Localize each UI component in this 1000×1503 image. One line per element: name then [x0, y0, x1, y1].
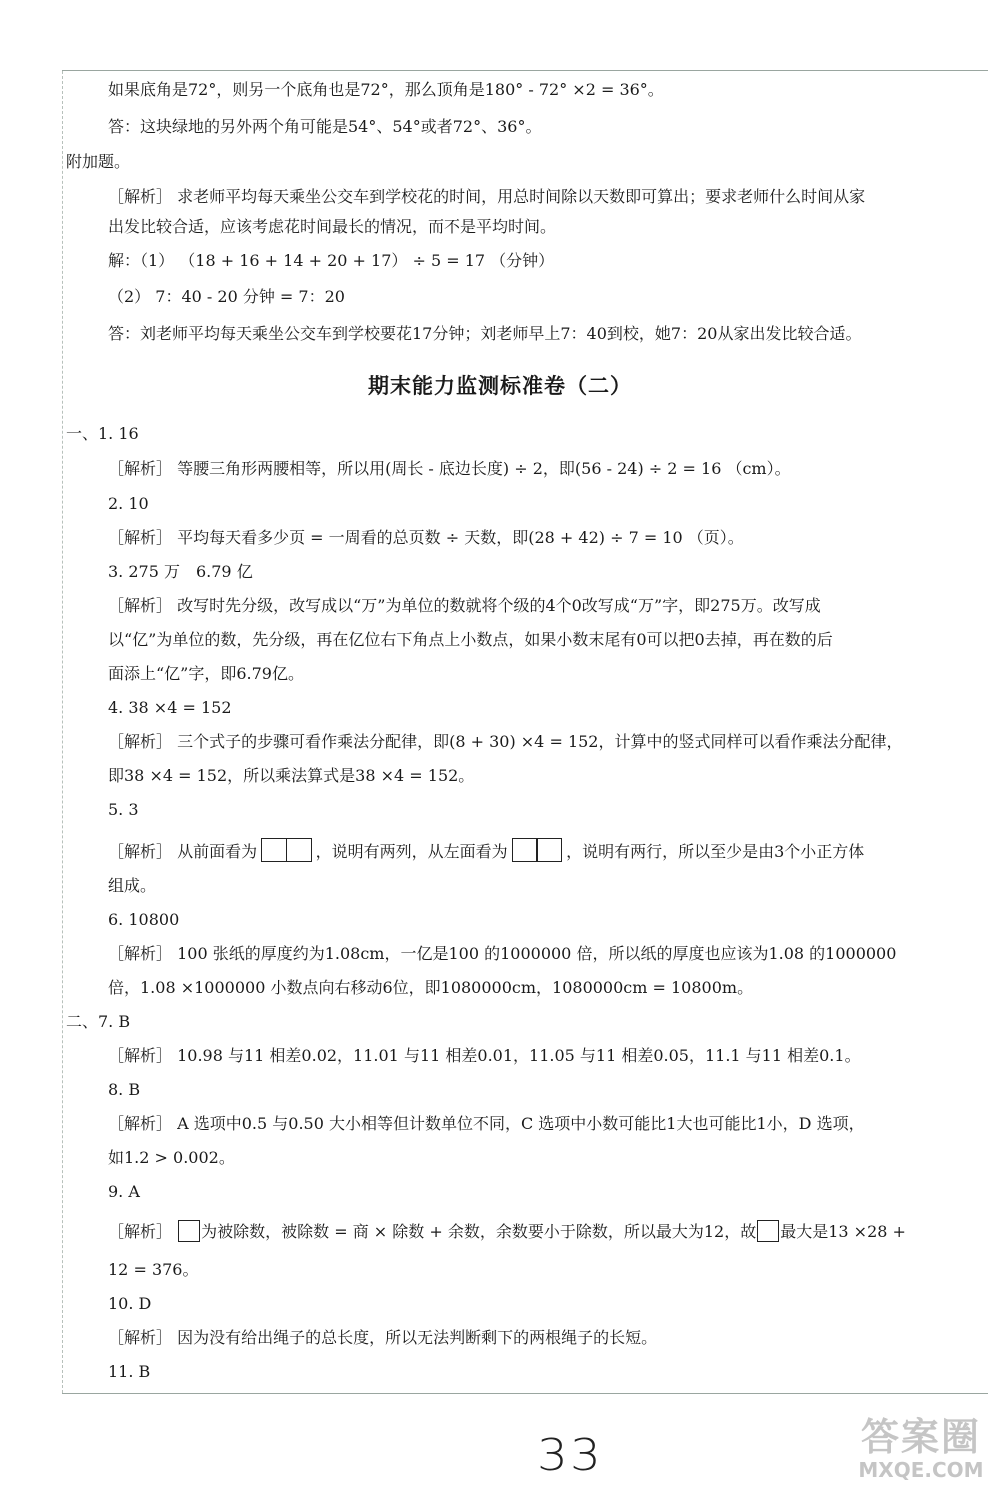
answer-line: 11. B [108, 1362, 151, 1381]
text-line: 组成。 [108, 876, 157, 895]
answer-line: 3. 275 万 6.79 亿 [108, 562, 253, 581]
answer-line: 8. B [108, 1080, 141, 1099]
text-line: ［解析］ 改写时先分级，改写成以“万”为单位的数就将个级的4个0改写成“万”字，即275万。改写成 [108, 596, 821, 615]
text-line: ［解析］ 求老师平均每天乘坐公交车到学校花的时间，用总时间除以天数即可算出；要求老师什么时间从家 [108, 187, 866, 206]
text-line: 如果底角是72°，则另一个底角也是72°，那么顶角是180° - 72° ×2 = 36°。 [108, 80, 664, 99]
text-span: ，说明有两行，所以至少是由3个小正方体 [566, 842, 865, 861]
page-title: 期末能力监测标准卷（二） [368, 373, 632, 398]
text-span: ［解析］ [108, 1222, 173, 1241]
text-line: 12 = 376。 [108, 1260, 199, 1279]
watermark [846, 1415, 996, 1481]
text-span: 为被除数，被除数 = 商 × 除数 + 余数，余数要小于除数，所以最大为12，故 [201, 1222, 757, 1241]
watermark-logo: 答案圈 [860, 1415, 981, 1459]
blank-box [178, 1220, 200, 1242]
answer-line: 2. 10 [108, 494, 149, 513]
text-line: ［解析］ 因为没有给出绳子的总长度，所以无法判断剩下的两根绳子的长短。 [108, 1328, 658, 1347]
answer-line: 10. D [108, 1294, 152, 1313]
section-heading: 附加题。 [66, 152, 131, 171]
text-line: ［解析］ 三个式子的步骤可看作乘法分配律，即(8 + 30) ×4 = 152，计算中的竖式同样可以看作乘法分配律， [108, 732, 903, 751]
text-line: （2） 7：40 - 20 分钟 = 7：20 [108, 287, 345, 306]
answer-line: 二、7. B [66, 1012, 131, 1031]
text-line: ［解析］ 100 张纸的厚度约为1.08cm，一亿是100 的1000000 倍，所以纸的厚度也应该为1.08 的1000000 [108, 944, 897, 963]
text-span: ［解析］ 从前面看为 [108, 842, 258, 861]
answer-line: 一、1. 16 [66, 424, 139, 443]
text-line: 答：这块绿地的另外两个角可能是54°、54°或者72°、36°。 [108, 117, 542, 136]
text-line: ［解析］ 等腰三角形两腰相等，所以用(周长 - 底边长度) ÷ 2，即(56 - 24) ÷ 2 = 16 （cm）。 [108, 459, 791, 478]
answer-line: 9. A [108, 1182, 140, 1201]
page-number: 33 [537, 1430, 603, 1481]
text-line: 出发比较合适，应该考虑花时间最长的情况，而不是平均时间。 [108, 217, 557, 236]
text-line [108, 1220, 906, 1242]
two-square-figure [512, 838, 563, 867]
text-line: 倍，1.08 ×1000000 小数点向右移动6位，即1080000cm，1080000cm = 10800m。 [108, 978, 754, 997]
text-line [108, 838, 864, 867]
answer-line: 6. 10800 [108, 910, 180, 929]
text-span: 最大是13 ×28 + [780, 1222, 906, 1241]
answer-line: 4. 38 ×4 = 152 [108, 698, 232, 717]
text-line: 答：刘老师平均每天乘坐公交车到学校要花17分钟；刘老师早上7：40到校，她7：20从家出发比较合适。 [108, 324, 862, 343]
text-line: 解：（1） （18 + 16 + 14 + 20 + 17） ÷ 5 = 17 （分钟） [108, 251, 555, 270]
blank-box [757, 1220, 779, 1242]
text-line: ［解析］ A 选项中0.5 与0.50 大小相等但计数单位不同，C 选项中小数可能比1大也可能比1小，D 选项， [108, 1114, 865, 1133]
watermark-url: MXQE.COM [858, 1458, 984, 1482]
text-span: ，说明有两列，从左面看为 [315, 842, 508, 861]
text-line: 以“亿”为单位的数，先分级，再在亿位右下角点上小数点，如果小数末尾有0可以把0去掉，再在数的后 [108, 630, 833, 649]
text-line: ［解析］ 10.98 与11 相差0.02，11.01 与11 相差0.01，11.05 与11 相差0.05，11.1 与11 相差0.1。 [108, 1046, 861, 1065]
text-line: 面添上“亿”字，即6.79亿。 [108, 664, 304, 683]
text-line: ［解析］ 平均每天看多少页 = 一周看的总页数 ÷ 天数，即(28 + 42) ÷ 7 = 10 （页）。 [108, 528, 744, 547]
text-line: 如1.2 > 0.002。 [108, 1148, 235, 1167]
two-square-figure [261, 838, 312, 867]
text-line: 即38 ×4 = 152，所以乘法算式是38 ×4 = 152。 [108, 766, 475, 785]
answer-line: 5. 3 [108, 800, 139, 819]
